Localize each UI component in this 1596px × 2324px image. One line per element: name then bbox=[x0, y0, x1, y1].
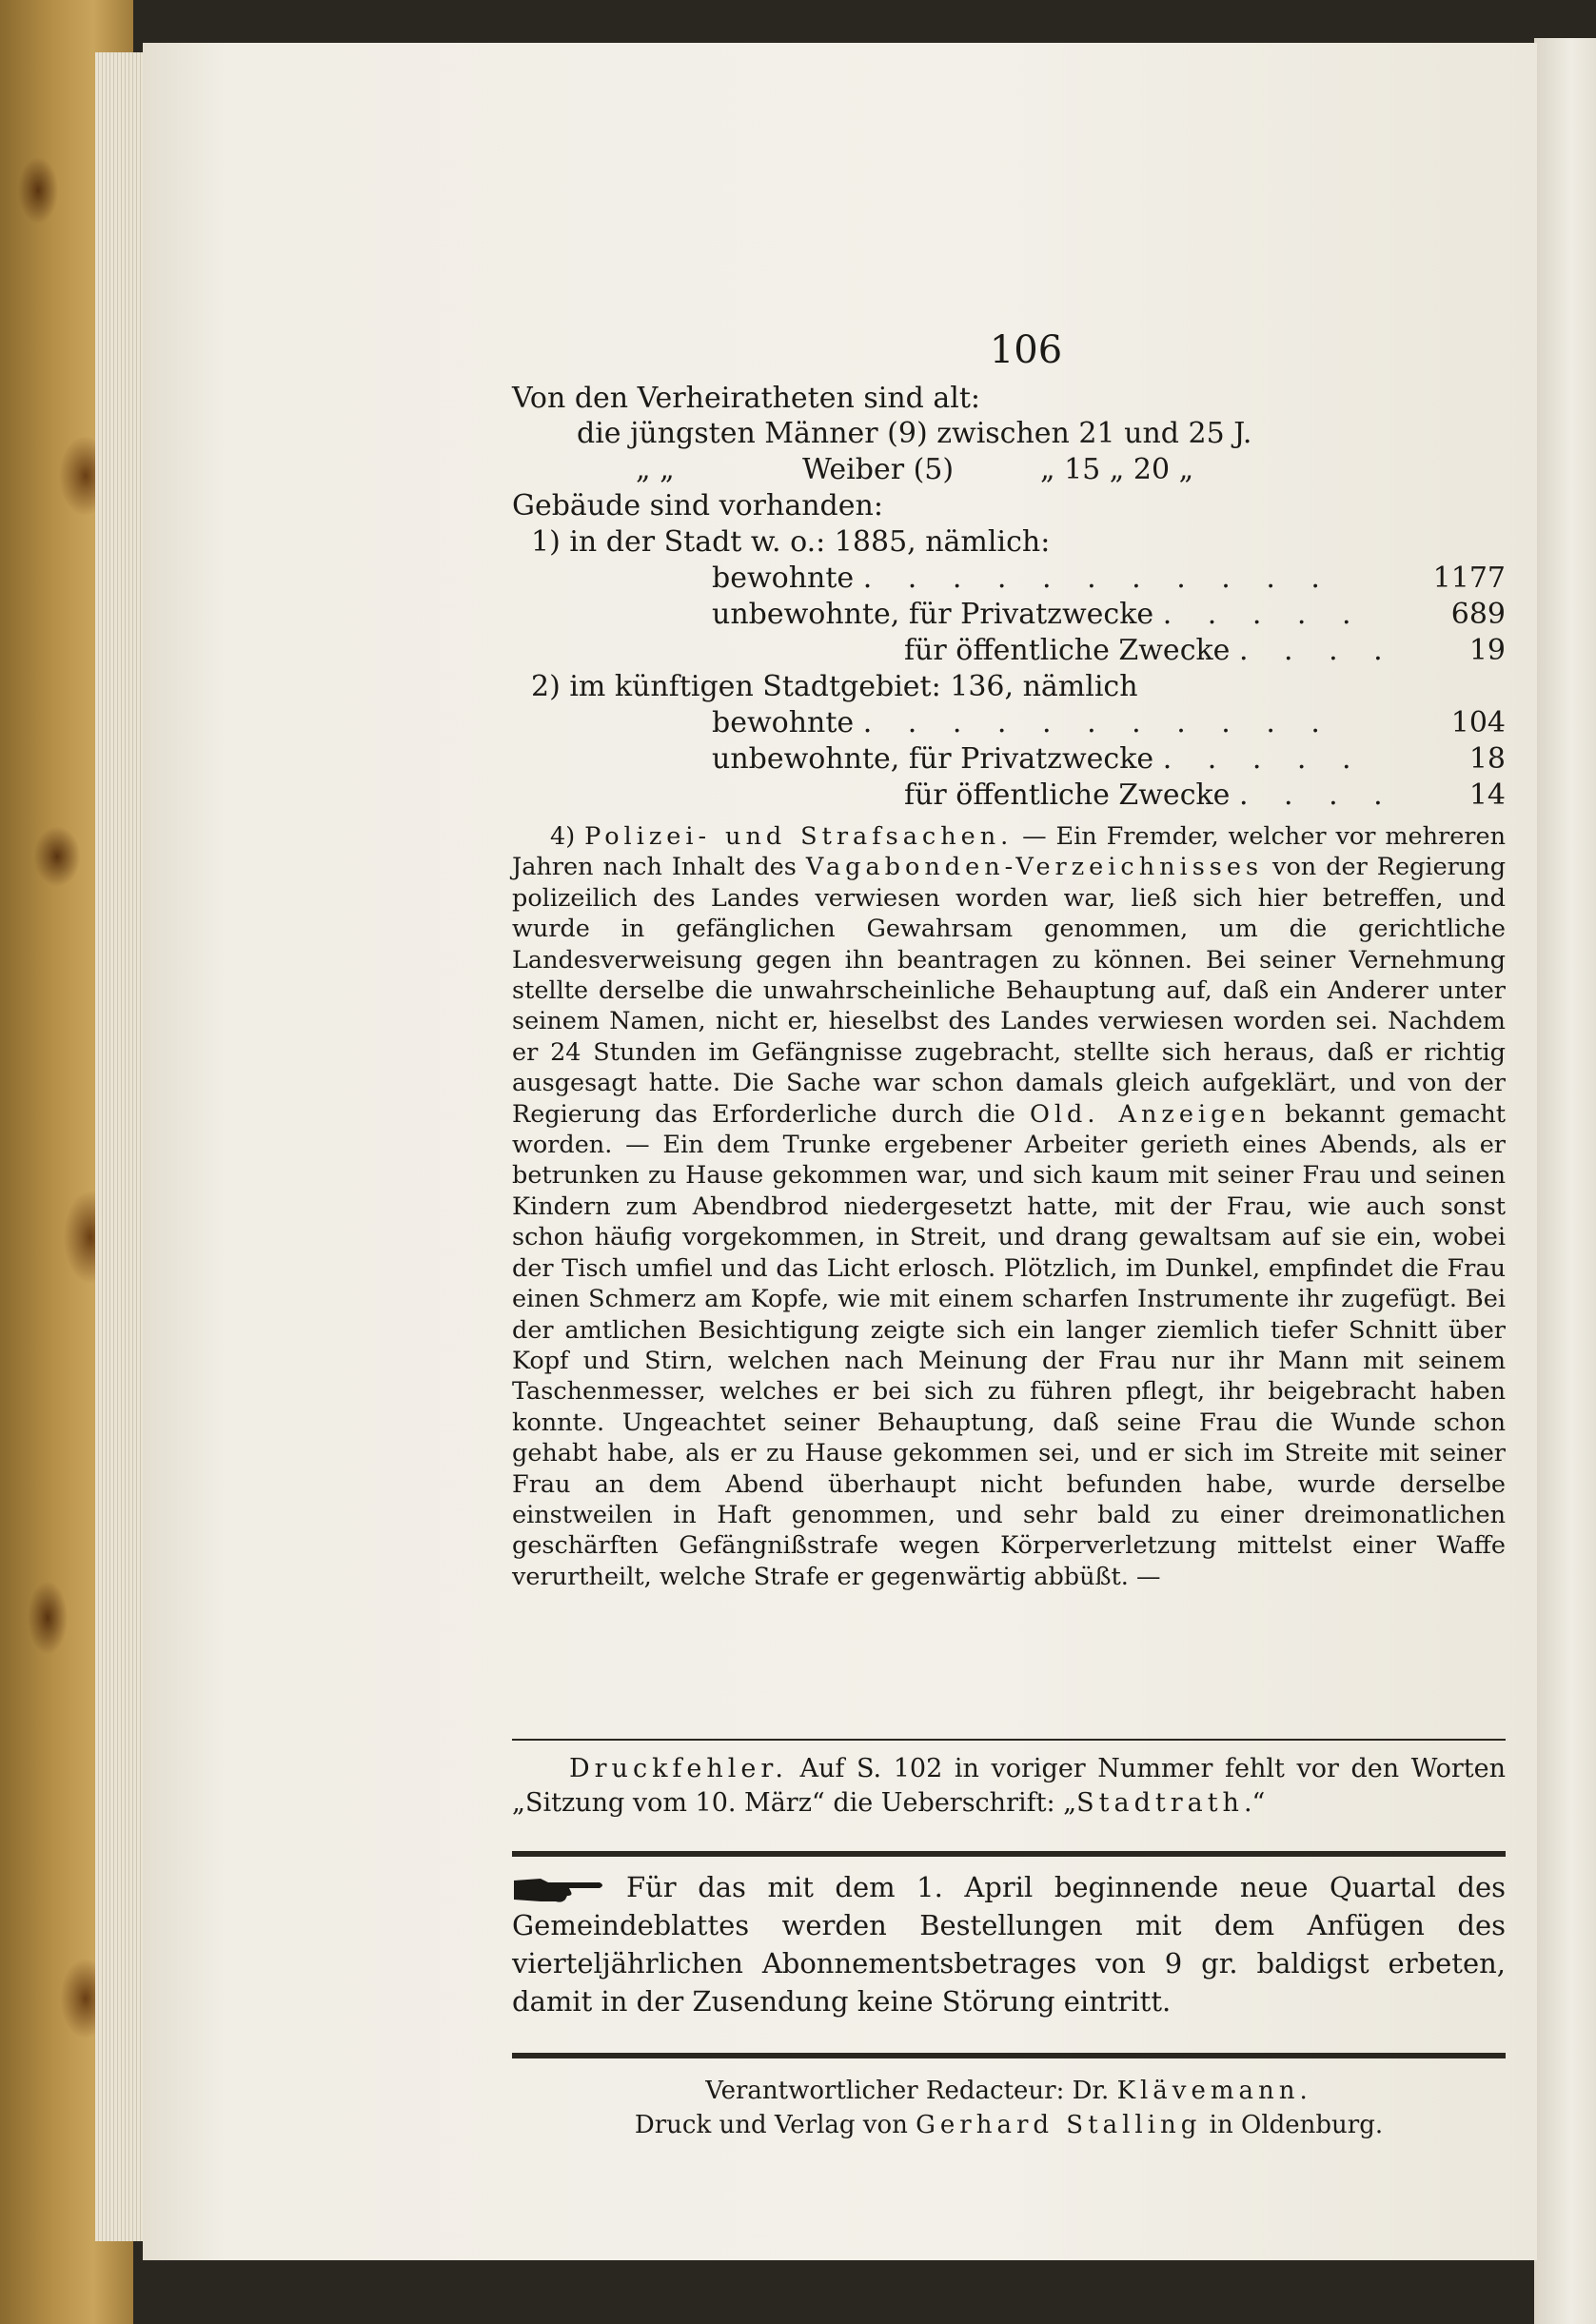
publisher-prefix: Druck und Verlag von bbox=[634, 2111, 908, 2139]
erratum-paragraph bbox=[512, 1752, 1506, 1821]
divider-rule-thick bbox=[512, 1851, 1506, 1857]
vagabond-register: Vagabonden-Verzeichnisses bbox=[805, 853, 1264, 882]
erratum-close: .“ bbox=[1243, 1788, 1266, 1818]
erratum-heading-word: Stadtrath bbox=[1076, 1788, 1244, 1818]
district-inhabited-value: 104 bbox=[1450, 706, 1506, 739]
district-public-row: für öffentliche Zwecke . . . . bbox=[904, 778, 1396, 812]
police-text-2: von der Regierung polizeilich des Landes verwiesen worden war, ließ sich hier betreffen, und wurde in gefänglichen Gewahrsam genommen, um die gerichtliche Landesverweisung gegen ihn beantragen zu können. Bei seiner Vernehmung stellte derselbe die unwahrscheinliche Behauptung auf, daß ein Anderer unter seinem Namen, nicht er, hieselbst des Landes verwiesen worden sei. Nachdem er 24 Stunden im Gefängnisse zugebracht, stellte sich heraus, daß er richtig ausgesagt hatte. Die Sache war schon damals gleich aufgeklärt, und von der Regierung das Erforderliche durch die bbox=[512, 853, 1507, 1129]
pointing-hand-icon bbox=[512, 1873, 607, 1905]
married-women-line: Weiber (5) bbox=[802, 453, 955, 486]
city-buildings-label: 1) in der Stadt w. o.: 1885, nämlich: bbox=[531, 525, 1051, 559]
city-private-row: unbewohnte, für Privatzwecke . . . . . bbox=[712, 598, 1365, 631]
city-inhabited-row: bewohnte . . . . . . . . . . . bbox=[712, 561, 1333, 595]
married-women-range: „ 15 „ 20 „ bbox=[1040, 453, 1194, 486]
city-public-value: 19 bbox=[1468, 634, 1506, 667]
city-public-label: für öffentliche Zwecke bbox=[904, 634, 1231, 667]
notice-text: Für das mit dem 1. April beginnende neue Quartal des Gemeindeblattes werden Bestellungen mit dem Anfügen des vierteljährlichen Abonnementsbetrages von 9 gr. baldigst erbeten, damit in der Zusendung keine Störung eintritt. bbox=[512, 1871, 1506, 2018]
married-heading: Von den Verheiratheten sind alt: bbox=[512, 382, 981, 415]
erratum-title: Druckfehler. bbox=[569, 1754, 788, 1783]
book-page bbox=[143, 43, 1537, 2260]
city-public-row: für öffentliche Zwecke . . . . bbox=[904, 634, 1396, 667]
district-public-value: 14 bbox=[1468, 778, 1506, 812]
police-text-3: bekannt gemacht worden. — Ein dem Trunke ergebener Arbeiter gerieth eines Abends, als er betrunken zu Hause gekommen war, und sich kaum mit seiner Frau und seinen Kindern zum Abendbrod niedergesetzt hatte, mit der Frau, wie auch sonst schon häufig vorgekommen, in Streit, und drang gewaltsam auf sie ein, wobei der Tisch umfiel und das Licht erlosch. Plötzlich, im Dunkel, empfindet die Frau einen Schmerz am Kopfe, wie mit einem scharfen Instrumente ihr zugefügt. Bei der amtlichen Besichtigung zeigte sich ein langer ziemlich tiefer Schnitt über Kopf und Stirn, welchen nach Meinung der Frau nur ihr Mann mit seinem Taschenmesser, welches er bei sich zu führen pflegt, ihr beigebracht haben konnte. Ungeachtet seiner Behauptung, daß seine Frau die Wunde schon gehabt habe, als er zu Hause gekommen sei, und er sich im Streite mit seiner Frau an dem Abend überhaupt nicht befunden habe, wurde derselbe einstweilen in Haft genommen, und sehr bald zu einer dreimonatlichen geschärften Gefängnißstrafe wegen Körperverletzung mittelst einer Waffe verurtheilt, welche Strafe er gegenwärtig abbüßt. — bbox=[512, 1099, 1506, 1591]
subscription-notice bbox=[512, 1868, 1506, 2020]
oldenburg-gazette: Old. Anzeigen bbox=[1029, 1099, 1271, 1129]
married-ditto-marks: „ „ bbox=[636, 453, 675, 486]
district-public-label: für öffentliche Zwecke bbox=[904, 778, 1231, 812]
page-number: 106 bbox=[989, 328, 1063, 372]
district-private-row: unbewohnte, für Privatzwecke . . . . . bbox=[712, 742, 1365, 776]
editor-name: Klävemann. bbox=[1116, 2077, 1312, 2105]
district-buildings-label: 2) im künftigen Stadtgebiet: 136, nämlich bbox=[531, 670, 1138, 703]
buildings-heading: Gebäude sind vorhanden: bbox=[512, 489, 883, 522]
police-number: 4) bbox=[550, 822, 576, 851]
facing-page-edge bbox=[1534, 38, 1596, 2324]
editor-prefix: Verantwortlicher Redacteur: Dr. bbox=[705, 2077, 1110, 2105]
police-title: Polizei- und Strafsachen. bbox=[584, 822, 1014, 851]
editor-line bbox=[512, 2076, 1506, 2106]
police-paragraph bbox=[512, 821, 1506, 1592]
district-private-label: unbewohnte, für Privatzwecke bbox=[712, 742, 1154, 776]
publisher-line bbox=[512, 2110, 1506, 2140]
police-text-1: — Ein Fremder, welcher vor mehreren Jahren nach Inhalt des bbox=[512, 822, 1507, 882]
divider-rule-footer bbox=[512, 2053, 1506, 2058]
district-inhabited-row: bewohnte . . . . . . . . . . . bbox=[712, 706, 1333, 739]
city-private-label: unbewohnte, für Privatzwecke bbox=[712, 598, 1154, 631]
publisher-suffix: in Oldenburg. bbox=[1209, 2111, 1384, 2139]
city-private-value: 689 bbox=[1450, 598, 1506, 631]
erratum-text: Auf S. 102 in voriger Nummer fehlt vor den Worten „Sitzung vom 10. März“ die Ueberschrift: „ bbox=[512, 1754, 1506, 1818]
publisher-name: Gerhard Stalling bbox=[916, 2111, 1202, 2139]
city-inhabited-value: 1177 bbox=[1432, 561, 1506, 595]
district-inhabited-label: bewohnte bbox=[712, 706, 855, 739]
city-inhabited-label: bewohnte bbox=[712, 561, 855, 595]
married-men-line: die jüngsten Männer (9) zwischen 21 und 25 J. bbox=[577, 417, 1252, 450]
district-private-value: 18 bbox=[1468, 742, 1506, 776]
divider-rule bbox=[512, 1739, 1506, 1741]
